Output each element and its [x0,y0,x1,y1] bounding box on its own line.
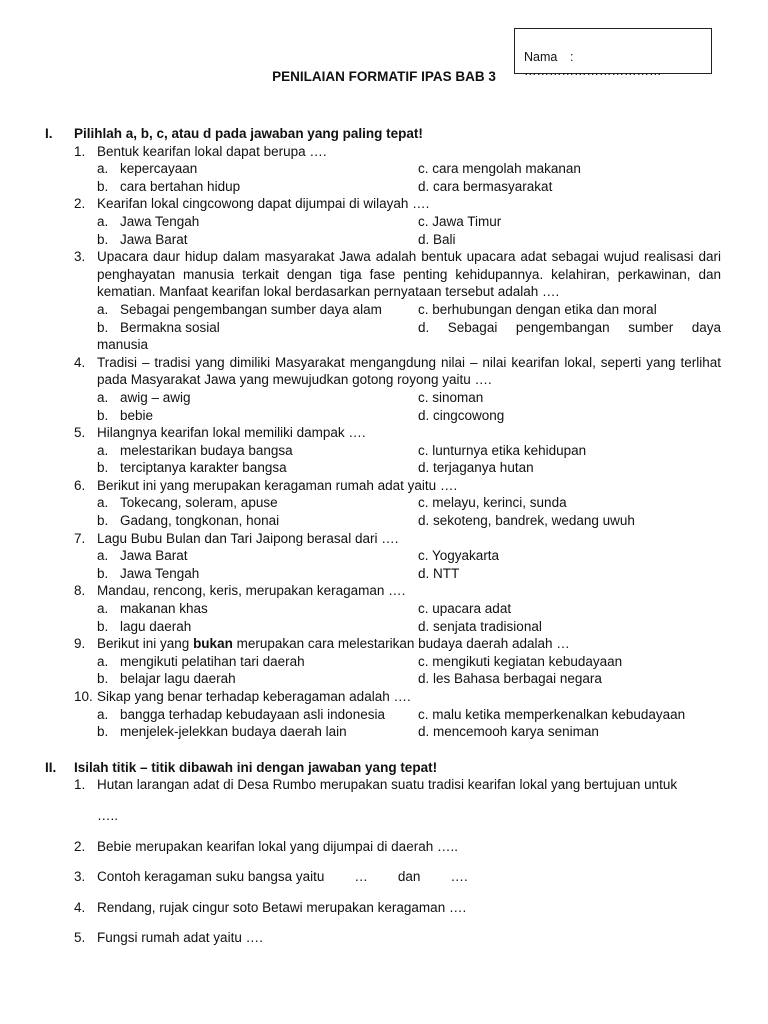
page-title: PENILAIAN FORMATIF IPAS BAB 3 [272,69,496,84]
option-b[interactable]: b. Gadang, tongkonan, honai [97,513,280,529]
options-row [97,231,721,249]
options-row [97,565,721,583]
option-a[interactable]: a. kepercayaan [97,161,198,177]
essay-4: 4. Rendang, rujak cingur soto Betawi merupakan keragaman …. [74,899,467,915]
option-c[interactable]: c. berhubungan dengan etika dan moral [418,301,657,317]
option-d-continuation: manusia [97,337,149,353]
option-c[interactable]: c. melayu, kerinci, sunda [418,495,567,511]
option-b[interactable]: b. Jawa Tengah [97,565,200,581]
options-row [97,618,721,636]
option-b[interactable]: b. cara bertahan hidup [97,178,241,194]
option-d[interactable]: d. cingcowong [418,407,505,423]
option-a[interactable]: a. melestarikan budaya bangsa [97,442,293,458]
option-a[interactable]: a. mengikuti pelatihan tari daerah [97,653,305,669]
options-row [97,389,721,407]
option-c[interactable]: c. malu ketika memperkenalkan kebudayaan [418,706,686,722]
exam-content [45,125,721,947]
option-a[interactable]: a. Sebagai pengembangan sumber daya alam [97,301,382,317]
answer-blank[interactable]: ….. [97,807,119,823]
option-b[interactable]: b. Bermakna sosial [97,319,220,335]
options-row [97,600,721,618]
options-row [97,723,721,741]
option-a[interactable]: a. Jawa Tengah [97,213,200,229]
option-d[interactable]: d. mencemooh karya seniman [418,724,599,740]
option-a[interactable]: a. Tokecang, soleram, apuse [97,495,278,511]
question-3: 3. Upacara daur hidup dalam masyarakat Jawa adalah bentuk upacara adat sebagai wujud realisasi dari penghayatan manusia terkait dengan tiga fase penting kehidupannya. kelahiran, perkawinan, dan kematian. Manfaat kearifan lokal berdasarkan pernyataan tersebut adalah …. [74,249,721,300]
question-5: 5. Hilangnya kearifan lokal memiliki dampak …. [74,425,366,441]
options-row [97,319,721,337]
option-a[interactable]: a. bangga terhadap kebudayaan asli indonesia [97,706,385,722]
name-value: : …………………………… [524,50,662,78]
option-c[interactable]: c. mengikuti kegiatan kebudayaan [418,653,623,669]
section-1-heading: I. Pilihlah a, b, c, atau d pada jawaban yang paling tepat! [45,126,423,141]
options-row [97,653,721,671]
option-b[interactable]: b. belajar lagu daerah [97,671,236,687]
name-box [514,28,712,78]
option-c[interactable]: c. lunturnya etika kehidupan [418,442,587,458]
essay-5: 5. Fungsi rumah adat yaitu …. [74,930,263,946]
options-row [97,442,721,460]
option-d[interactable]: d. terjaganya hutan [418,460,534,476]
option-c[interactable]: c. Yogyakarta [418,548,500,564]
question-9: 9. Berikut ini yang bukan merupakan cara melestarikan budaya daerah adalah … [74,636,570,652]
options-row [97,670,721,688]
options-row [97,407,721,425]
question-2: 2. Kearifan lokal cingcowong dapat dijumpai di wilayah …. [74,196,430,212]
option-d[interactable]: d. NTT [418,565,460,581]
option-c[interactable]: c. cara mengolah makanan [418,161,581,177]
options-row [97,547,721,565]
option-d[interactable]: d. sekoteng, bandrek, wedang uwuh [418,513,635,529]
option-a[interactable]: a. awig – awig [97,389,191,405]
essay-1: 1. Hutan larangan adat di Desa Rumbo merupakan suatu tradisi kearifan lokal yang bertujuan untuk [74,777,678,793]
option-d[interactable]: d. cara bermasyarakat [418,178,553,194]
essay-2: 2. Bebie merupakan kearifan lokal yang dijumpai di daerah ….. [74,838,458,854]
option-d[interactable]: d. Bali [418,231,456,247]
options-row [97,459,721,477]
option-d[interactable]: d. Sebagai pengembangan sumber daya [418,319,721,335]
option-a[interactable]: a. makanan khas [97,601,208,617]
name-label: Nama [524,50,558,64]
question-1: 1. Bentuk kearifan lokal dapat berupa …. [74,143,327,159]
section-2-heading: II. Isilah titik – titik dibawah ini dengan jawaban yang tepat! [45,759,438,775]
option-d[interactable]: d. les Bahasa berbagai negara [418,671,602,687]
question-4: 4. Tradisi – tradisi yang dimiliki Masyarakat mengangdung nilai – nilai kearifan lokal, seperti yang terlihat pada Masyarakat Jawa yang mewujudkan gotong royong yaitu …. [74,354,721,388]
question-10: 10. Sikap yang benar terhadap keberagaman adalah …. [74,689,411,704]
options-row [97,494,721,512]
question-8: 8. Mandau, rencong, keris, merupakan keragaman …. [74,583,406,599]
options-row [97,301,721,319]
options-row [97,706,721,724]
option-b[interactable]: b. Jawa Barat [97,231,188,247]
question-6: 6. Berikut ini yang merupakan keragaman rumah adat yaitu …. [74,477,458,493]
option-b[interactable]: b. menjelek-jelekkan budaya daerah lain [97,724,347,740]
options-row [97,160,721,178]
option-c[interactable]: c. upacara adat [418,601,512,617]
option-b[interactable]: b. bebie [97,407,154,423]
options-row [97,213,721,231]
option-d[interactable]: d. senjata tradisional [418,618,542,634]
option-a[interactable]: a. Jawa Barat [97,548,188,564]
options-row [97,178,721,196]
question-7: 7. Lagu Bubu Bulan dan Tari Jaipong berasal dari …. [74,530,399,546]
essay-3: 3. Contoh keragaman suku bangsa yaitu … dan …. [74,869,468,885]
options-row [97,512,721,530]
option-c[interactable]: c. sinoman [418,389,484,405]
option-c[interactable]: c. Jawa Timur [418,213,502,229]
option-b[interactable]: b. terciptanya karakter bangsa [97,460,287,476]
option-b[interactable]: b. lagu daerah [97,618,192,634]
